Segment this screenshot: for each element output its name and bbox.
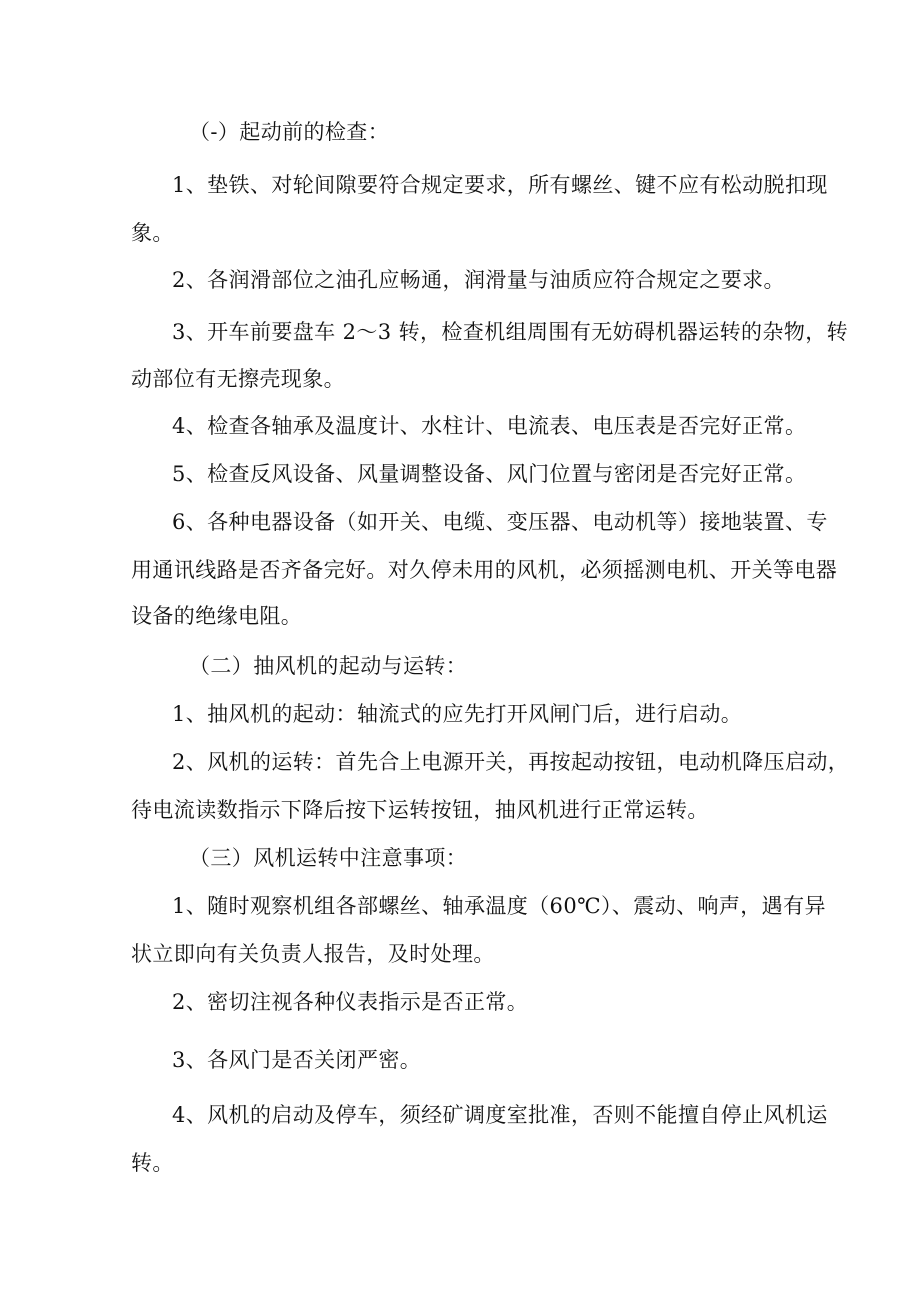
section-heading-1: （-）起动前的检查： [189,120,390,144]
paragraph-line: 用通讯线路是否齐备完好。对久停未用的风机，必须摇测电机、开关等电器 [131,558,838,582]
paragraph-line: 1、垫铁、对轮间隙要符合规定要求，所有螺丝、键不应有松动脱扣现 [172,173,828,197]
paragraph-line: 动部位有无擦壳现象。 [131,367,345,391]
paragraph-line: 1、抽风机的起动：轴流式的应先打开风闸门后，进行启动。 [172,702,743,726]
paragraph-line: 待电流读数指示下降后按下运转按钮，抽风机进行正常运转。 [131,798,709,822]
paragraph-line: 1、随时观察机组各部螺丝、轴承温度（60℃）、震动、响声，遇有异 [172,894,826,918]
paragraph-line: 2、密切注视各种仪表指示是否正常。 [172,990,529,1014]
paragraph-line: 4、风机的启动及停车，须经矿调度室批准，否则不能擅自停止风机运 [172,1103,828,1127]
paragraph-line: 5、检查反风设备、风量调整设备、风门位置与密闭是否完好正常。 [172,462,807,486]
paragraph-line: 3、开车前要盘车 2～3 转，检查机组周围有无妨碍机器运转的杂物，转 [172,320,849,344]
paragraph-line: 6、各种电器设备（如开关、电缆、变压器、电动机等）接地装置、专 [172,510,828,534]
paragraph-line: 状立即向有关负责人报告，及时处理。 [131,942,495,966]
paragraph-line: 设备的绝缘电阻。 [131,604,303,628]
section-heading-3: （三）风机运转中注意事项： [189,846,468,870]
paragraph-line: 象。 [131,221,174,245]
section-heading-2: （二）抽风机的起动与运转： [189,654,468,678]
paragraph-line: 3、各风门是否关闭严密。 [172,1048,422,1072]
paragraph-line: 4、检查各轴承及温度计、水柱计、电流表、电压表是否完好正常。 [172,414,807,438]
paragraph-line: 2、各润滑部位之油孔应畅通，润滑量与油质应符合规定之要求。 [172,268,785,292]
paragraph-line: 转。 [131,1151,174,1175]
paragraph-line: 2、风机的运转：首先合上电源开关，再按起动按钮，电动机降压启动， [172,750,850,774]
